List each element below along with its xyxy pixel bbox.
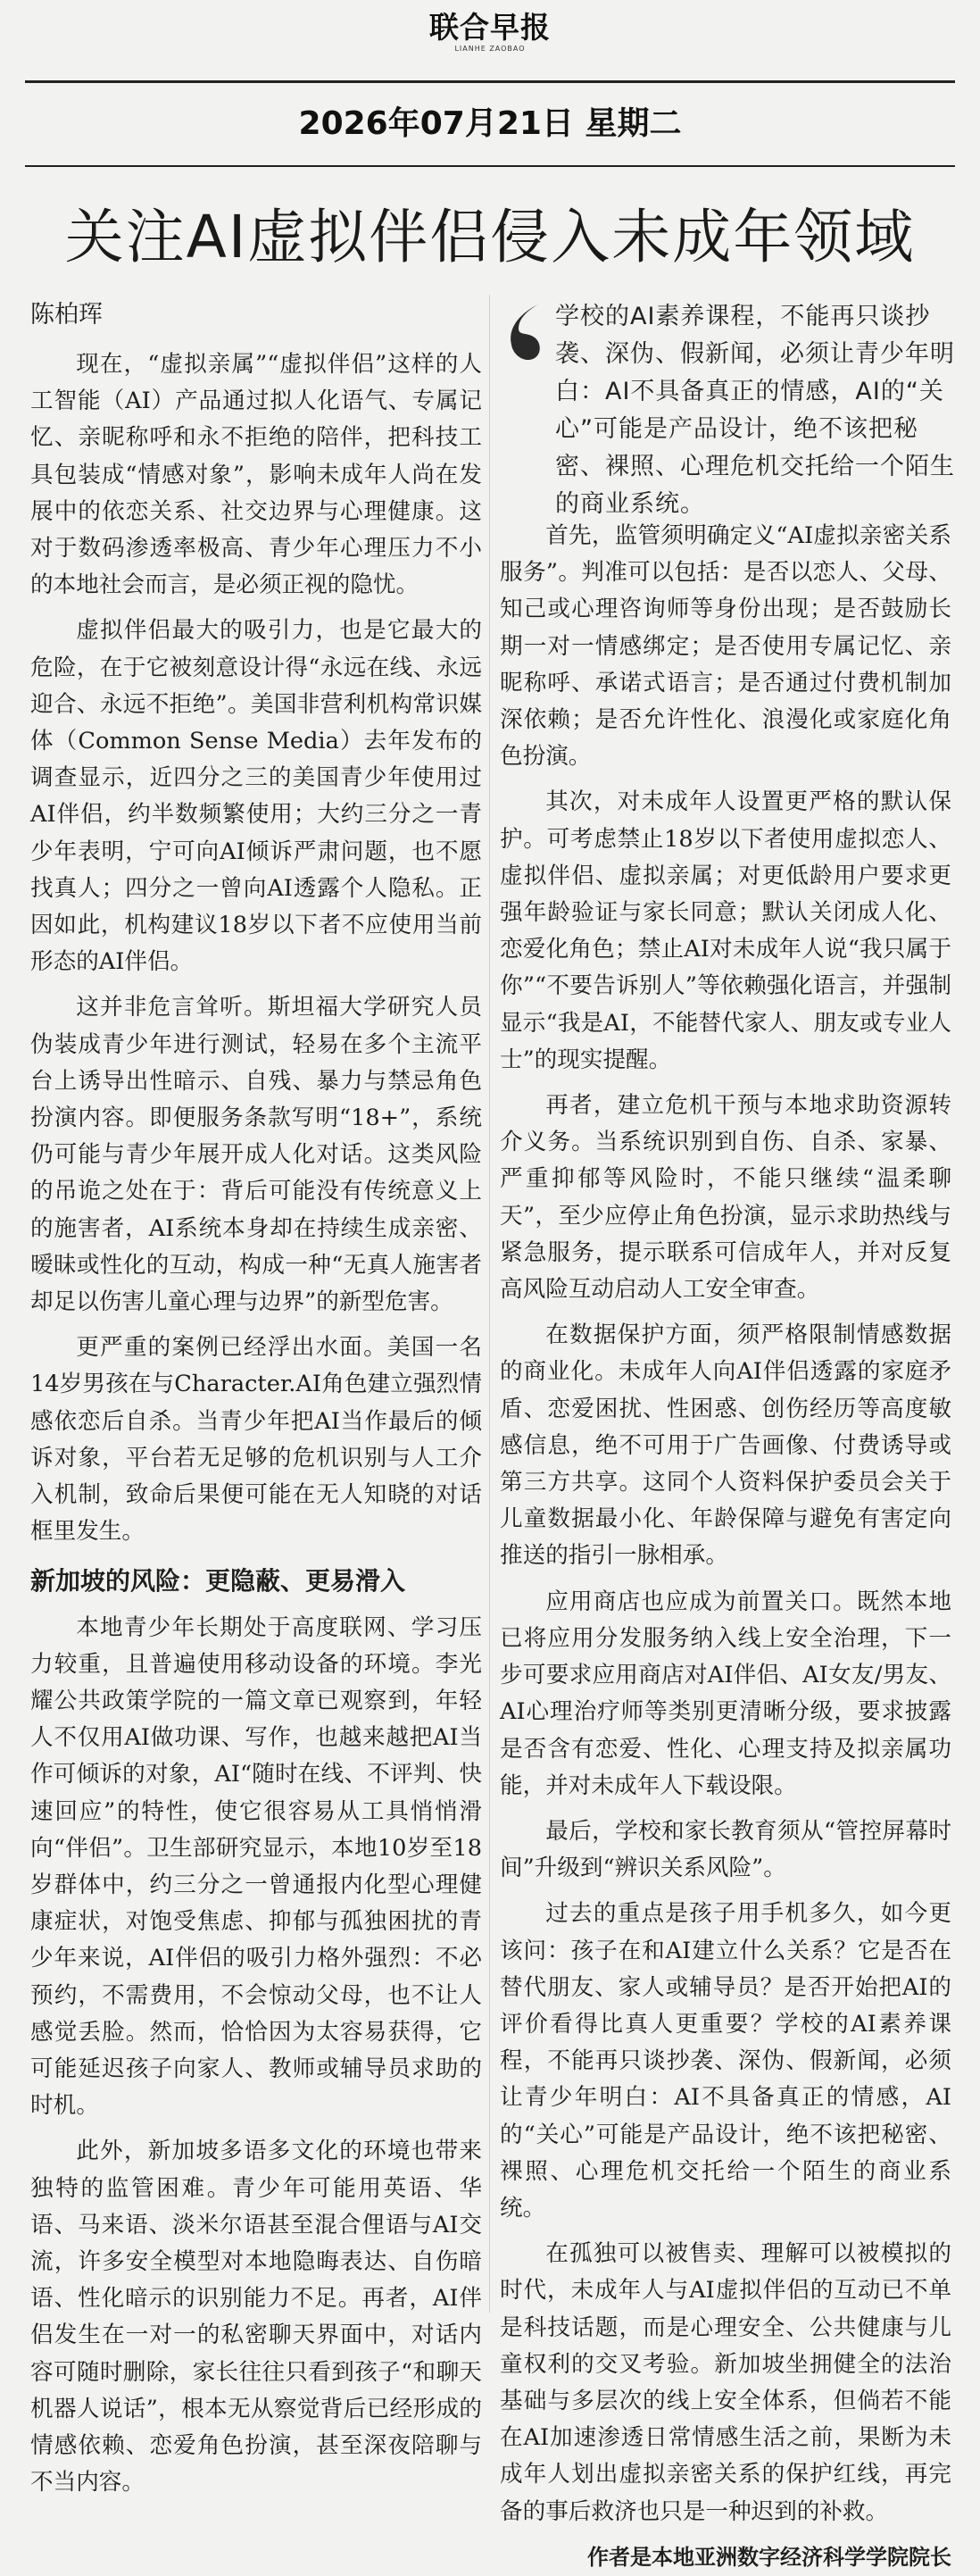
paragraph: 过去的重点是孩子用手机多久，如今更该问：孩子在和AI建立什么关系？它是否在替代朋友、家人或辅导员？是否开始把AI的评价看得比真人更重要？学校的AI素养课程，不能再只谈抄袭、深伪、假新闻，必须让青少年明白：AI不具备真正的情感，AI的“关心”可能是产品设计，绝不该把秘密、裸照、心理危机交托给一个陌生的商业系统。: [500, 1900, 951, 2222]
quote-mark-icon: [504, 302, 544, 364]
issue-date: 2026年07月21日 星期二: [298, 105, 682, 142]
paragraph: 其次，对未成年人设置更严格的默认保护。可考虑禁止18岁以下者使用虚拟恋人、虚拟伴侣、虚拟亲属；对更低龄用户要求更强年龄验证与家长同意；默认关闭成人化、恋爱化角色；禁止AI对未成年人说“我只属于你”“不要告诉别人”等依赖强化语言，并强制显示“我是AI，不能替代家人、朋友或专业人士”的现实提醒。: [500, 788, 951, 1073]
paragraph: 最后，学校和家长教育须从“管控屏幕时间”升级到“辨识关系风险”。: [500, 1817, 951, 1882]
article-column-right: [500, 518, 951, 2576]
logo-text: 联合早报: [429, 10, 551, 45]
column-divider: [489, 295, 490, 2313]
pull-quote-text: 学校的AI素养课程，不能再只谈抄袭、深伪、假新闻，必须让青少年明白：AI不具备真正的情感，AI的“关心”可能是产品设计，绝不该把秘密、裸照、心理危机交托给一个陌生的商业系统。: [555, 303, 955, 518]
article-headline: 关注AI虚拟伴侣侵入未成年领域: [64, 203, 916, 271]
paragraph: 虚拟伴侣最大的吸引力，也是它最大的危险，在于它被刻意设计得“永远在线、永远迎合、永远不拒绝”。美国非营利机构常识媒体（Common Sense Media）去年发布的调查显示，近四分之三的美国青少年使用过AI伴侣，约半数频繁使用；大约三分之一青少年表明，宁可向AI倾诉严肃问题，也不愿找真人；四分之一曾向AI透露个人隐私。正因如此，机构建议18岁以下者不应使用当前形态的AI伴侣。: [30, 617, 482, 976]
top-rule: [25, 80, 955, 83]
author-name: 陈柏珲: [30, 301, 103, 329]
masthead: [0, 0, 980, 76]
paragraph: 这并非危言耸听。斯坦福大学研究人员伪装成青少年进行测试，轻易在多个主流平台上诱导出性暗示、自残、暴力与禁忌角色扮演内容。即便服务条款写明“18+”，系统仍可能与青少年展开成人化对话。这类风险的吊诡之处在于：背后可能没有传统意义上的施害者，AI系统本身却在持续生成亲密、暧昧或性化的互动，构成一种“无真人施害者却足以伤害儿童心理与边界”的新型危害。: [30, 994, 482, 1316]
newspaper-logo: [421, 11, 559, 54]
paragraph: 更严重的案例已经浮出水面。美国一名14岁男孩在与Character.AI角色建立强烈情感依恋后自杀。当青少年把AI当作最后的倾诉对象，平台若无足够的危机识别与人工介入机制，致命后果便可能在无人知晓的对话框里发生。: [30, 1334, 482, 1546]
paragraph: 再者，建立危机干预与本地求助资源转介义务。当系统识别到自伤、自杀、家暴、严重抑郁等风险时，不能只继续“温柔聊天”，至少应停止角色扮演，显示求助热线与紧急服务，提示联系可信成年人，并对反复高风险互动启动人工安全审查。: [500, 1092, 951, 1304]
logo-subtitle: LIANHE ZAOBAO: [454, 45, 526, 53]
paragraph: 在孤独可以被售卖、理解可以被模拟的时代，未成年人与AI虚拟伴侣的互动已不单是科技话题，而是心理安全、公共健康与儿童权利的交叉考验。新加坡坐拥健全的法治基础与多层次的线上安全体系，但倘若不能在AI加速渗透日常情感生活之前，果断为未成年人划出虚拟亲密关系的保护红线，再完备的事后救济也只是一种迟到的补救。: [500, 2240, 951, 2525]
paragraph: 在数据保护方面，须严格限制情感数据的商业化。未成年人向AI伴侣透露的家庭矛盾、恋爱困扰、性困惑、创伤经历等高度敏感信息，绝不可用于广告画像、付费诱导或第三方共享。这同个人资料保护委员会关于儿童数据最小化、年龄保障与避免有害定向推送的指引一脉相承。: [500, 1321, 951, 1570]
author-byline: 作者是本地亚洲数字经济科学学院院长: [587, 2544, 951, 2570]
date-rule: [25, 165, 955, 167]
article-column-left: [30, 346, 482, 2510]
section-subheading: 新加坡的风险：更隐蔽、更易滑入: [30, 1565, 406, 1596]
paragraph: 应用商店也应成为前置关口。既然本地已将应用分发服务纳入线上安全治理，下一步可要求应用商店对AI伴侣、AI女友/男友、AI心理治疗师等类别更清晰分级，要求披露是否含有恋爱、性化、心理支持及拟亲属功能，并对未成年人下载设限。: [500, 1588, 951, 1799]
paragraph: 首先，监管须明确定义“AI虚拟亲密关系服务”。判准可以包括：是否以恋人、父母、知己或心理咨询师等身份出现；是否鼓励长期一对一情感绑定；是否使用专属记忆、亲昵称呼、承诺式语言；是否通过付费机制加深依赖；是否允许性化、浪漫化或家庭化角色扮演。: [500, 522, 951, 771]
paragraph: 此外，新加坡多语多文化的环境也带来独特的监管困难。青少年可能用英语、华语、马来语、淡米尔语甚至混合俚语与AI交流，许多安全模型对本地隐晦表达、自伤暗语、性化暗示的识别能力不足。再者，AI伴侣发生在一对一的私密聊天界面中，对话内容可随时删除，家长往往只看到孩子“和聊天机器人说话”，根本无从察觉背后已经形成的情感依赖、恋爱角色扮演，甚至深夜陪聊与不当内容。: [30, 2138, 482, 2497]
paragraph: 本地青少年长期处于高度联网、学习压力较重，且普遍使用移动设备的环境。李光耀公共政策学院的一篇文章已观察到，年轻人不仅用AI做功课、写作，也越来越把AI当作可倾诉的对象，AI“随时在线、不评判、快速回应”的特性，使它很容易从工具悄悄滑向“伴侣”。卫生部研究显示，本地10岁至18岁群体中，约三分之一曾通报内化型心理健康症状，对饱受焦虑、抑郁与孤独困扰的青少年来说，AI伴侣的吸引力格外强烈：不必预约，不需费用，不会惊动父母，也不让人感觉丢脸。然而，恰恰因为太容易获得，它可能延迟孩子向家人、教师或辅导员求助的时机。: [30, 1613, 482, 2120]
paragraph: 现在，“虚拟亲属”“虚拟伴侣”这样的人工智能（AI）产品通过拟人化语气、专属记忆、亲昵称呼和永不拒绝的陪伴，把科技工具包装成“情感对象”，影响未成年人尚在发展中的依恋关系、社交边界与心理健康。这对于数码渗透率极高、青少年心理压力不小的本地社会而言，是必须正视的隐忧。: [30, 351, 482, 599]
pull-quote: [504, 298, 955, 523]
